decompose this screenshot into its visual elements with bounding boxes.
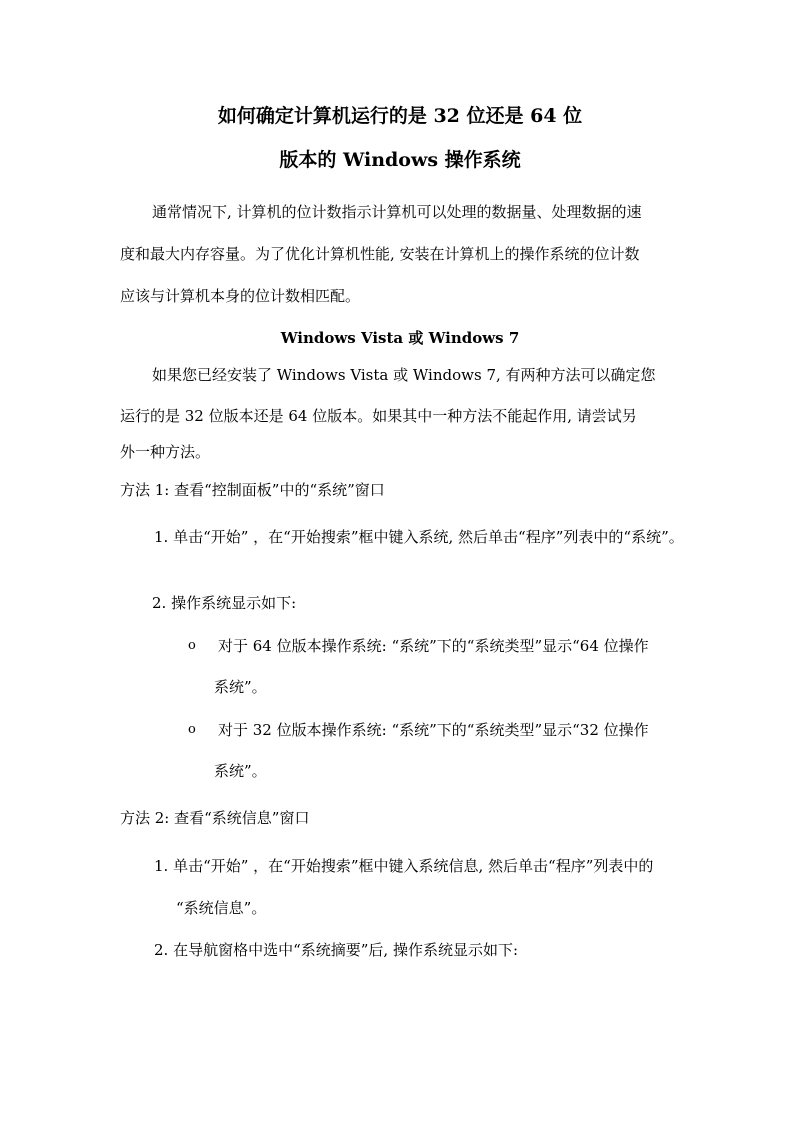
method2-step2: 2. 在导航窗格中选中“系统摘要”后, 操作系统显示如下: xyxy=(154,941,519,959)
method1-step1: 1. 单击“开始” ，在“开始搜索”框中键入系统, 然后单击“程序”列表中的“系统”。 xyxy=(154,528,684,546)
document-title-line1: 如何确定计算机运行的是 32 位还是 64 位 xyxy=(217,105,583,127)
method2-heading: 方法 2: 查看“系统信息”窗口 xyxy=(120,809,310,827)
section-intro-line-2: 运行的是 32 位版本还是 64 位版本。如果其中一种方法不能起作用, 请尝试另 xyxy=(120,407,637,425)
method2-step1-line-1: 1. 单击“开始” ，在“开始搜索”框中键入系统信息, 然后单击“程序”列表中的 xyxy=(154,857,654,875)
section-heading: Windows Vista 或 Windows 7 xyxy=(280,329,520,347)
method2-step1-line-2: “系统信息”。 xyxy=(176,899,267,917)
method1-step2: 2. 操作系统显示如下: xyxy=(152,594,297,612)
bullet-2-line-1: 对于 32 位版本操作系统: “系统”下的“系统类型”显示“32 位操作 xyxy=(218,721,649,739)
section-intro-line-3: 外一种方法。 xyxy=(120,443,211,461)
bullet-marker: o xyxy=(188,722,196,737)
method1-heading: 方法 1: 查看“控制面板”中的“系统”窗口 xyxy=(120,481,385,499)
bullet-1-line-1: 对于 64 位版本操作系统: “系统”下的“系统类型”显示“64 位操作 xyxy=(218,637,649,655)
bullet-2-line-2: 系统”。 xyxy=(214,762,267,780)
intro-line-1: 通常情况下, 计算机的位计数指示计算机可以处理的数据量、处理数据的速 xyxy=(152,203,642,221)
section-intro-line-1: 如果您已经安装了 Windows Vista 或 Windows 7, 有两种方法可以确定您 xyxy=(152,366,656,384)
intro-line-2: 度和最大内存容量。为了优化计算机性能, 安装在计算机上的操作系统的位计数 xyxy=(120,245,640,263)
intro-line-3: 应该与计算机本身的位计数相匹配。 xyxy=(120,287,361,305)
document-title-line2: 版本的 Windows 操作系统 xyxy=(279,149,521,171)
bullet-marker: o xyxy=(188,638,196,653)
bullet-1-line-2: 系统”。 xyxy=(214,678,267,696)
